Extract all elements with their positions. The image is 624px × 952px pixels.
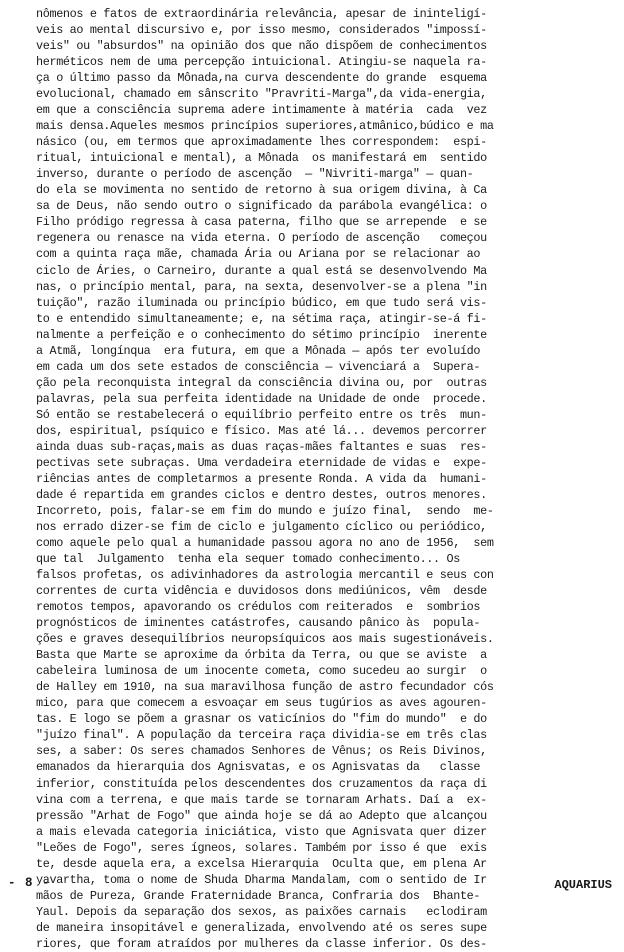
text-line: emanados da hierarquia dos Agnisvatas, e os Agnisvatas da classe xyxy=(36,760,481,775)
text-line: a mais elevada categoria iniciática, visto que Agnisvata quer dizer xyxy=(36,824,487,839)
text-line: cabeleira luminosa de um inocente cometa, como sucedeu ao surgir o xyxy=(36,664,487,679)
publication-title: AQUARIUS xyxy=(554,878,612,892)
text-line: falsos profetas, os adivinhadores da astrologia mercantil e seus con xyxy=(36,568,494,583)
text-line: Basta que Marte se aproxime da órbita da Terra, ou que se aviste a xyxy=(36,648,487,663)
text-line: ritual, intuicional e mental), a Mônada os manifestará em sentido xyxy=(36,151,487,166)
text-line: regenera ou renasce na vida eterna. O período de ascenção começou xyxy=(36,231,487,246)
text-line: mico, para que comecem a esvoaçar em seus tugúrios as aves agouren- xyxy=(36,696,487,711)
text-line: evolucional, chamado em sânscrito "Pravriti-Marga",da vida-energia, xyxy=(36,87,487,102)
text-line: nalmente a perfeição e o conhecimento do sétimo princípio inerente xyxy=(36,327,487,342)
text-line: vina com a terrena, e que mais tarde se tornaram Arhats. Daí a ex- xyxy=(36,792,487,807)
text-line: sa de Deus, não sendo outro o significado da parábola evangélica: o xyxy=(36,199,487,214)
text-line: ça o último passo da Mônada,na curva descendente do grande esquema xyxy=(36,71,487,86)
text-line: tuição", razão iluminada ou princípio búdico, em que tudo será vis- xyxy=(36,295,487,310)
page-number: - 8 - xyxy=(8,876,51,890)
text-line: com a quinta raça mãe, chamada Ária ou Ariana por se relacionar ao xyxy=(36,247,481,262)
body-text xyxy=(36,6,608,952)
text-line: que tal Julgamento tenha ela sequer tomado conhecimento... Os xyxy=(36,552,460,567)
text-line: Incorreto, pois, falar-se em fim do mundo e juízo final, sendo me- xyxy=(36,503,494,518)
text-line: ainda duas sub-raças,mais as duas raças-mães faltantes e suas res- xyxy=(36,439,487,454)
text-line: de Halley em 1910, na sua maravilhosa função de astro fecundador cós xyxy=(36,680,494,695)
text-line: te, desde aquela era, a excelsa Hierarquia Oculta que, em plena Ar xyxy=(36,856,487,871)
text-line: ses, a saber: Os seres chamados Senhores de Vênus; os Reis Divinos, xyxy=(36,744,487,759)
text-line: inferior, constituída pelos descendentes dos cruzamentos da raça di xyxy=(36,776,487,791)
text-line: "Leões de Fogo", seres ígneos, solares. Também por isso é que exis xyxy=(36,840,487,855)
text-line: palavras, pela sua perfeita identidade na Unidade de onde procede. xyxy=(36,391,487,406)
text-line: em cada um dos sete estados de consciência — vivenciará a Supera- xyxy=(36,359,481,374)
text-line: nômenos e fatos de extraordinária relevância, apesar de ininteligí- xyxy=(36,7,487,21)
text-line: veis" ou "absurdos" na opinião dos que não dispõem de conhecimentos xyxy=(36,39,487,54)
text-line: ções e graves desequilíbrios neuropsíquicos aos mais sugestionáveis. xyxy=(36,632,494,647)
text-line: "juízo final". A população da terceira raça dividia-se em três clas xyxy=(36,728,487,743)
text-line: remotos tempos, apavorando os crédulos com reiterados e sombrios xyxy=(36,600,481,615)
text-line: como aquele pelo qual a humanidade passou agora no ano de 1956, sem xyxy=(36,536,494,551)
text-line: mãos de Pureza, Grande Fraternidade Branca, Confraria dos Bhante- xyxy=(36,888,481,903)
text-line: tas. E logo se põem a grasnar os vaticínios do "fim do mundo" e do xyxy=(36,712,487,727)
text-line: de maneira insopitável e generalizada, envolvendo até os seres supe xyxy=(36,920,487,935)
text-line: nos errado dizer-se fim de ciclo e julgamento cíclico ou periódico, xyxy=(36,520,487,534)
text-line: ção pela reconquista integral da consciência divina ou, por outras xyxy=(36,375,487,390)
text-line: Yaul. Depois da separação dos sexos, as paixões carnais eclodiram xyxy=(36,904,487,919)
text-line: dos, espiritual, psíquico e físico. Mas até lá... devemos percorrer xyxy=(36,423,487,438)
text-line: dade é repartida em grandes ciclos e dentro destes, outros menores. xyxy=(36,487,487,502)
text-line: Só então se restabelecerá o equilíbrio perfeito entre os três mun- xyxy=(36,407,487,422)
text-line: herméticos nem de uma percepção intuicional. Atingiu-se naquela ra- xyxy=(36,55,487,70)
text-line: nas, o princípio mental, para, na sexta, desenvolver-se a plena "in xyxy=(36,279,487,294)
text-line: to e entendido simultaneamente; e, na sétima raça, atingir-se-á fi- xyxy=(36,311,487,326)
text-line: inverso, durante o período de ascenção — "Nivriti-marga" — quan- xyxy=(36,167,474,182)
text-line: Filho pródigo regressa à casa paterna, filho que se arrepende e se xyxy=(36,215,487,230)
text-line: ciclo de Áries, o Carneiro, durante a qual está se desenvolvendo Ma xyxy=(36,263,487,278)
text-line: riores, que foram atraídos por mulheres da classe inferior. Os des- xyxy=(36,936,487,951)
text-line: prognósticos de iminentes catástrofes, causando pânico às popula- xyxy=(36,616,481,631)
text-line: do ela se movimenta no sentido de retorno à sua origem divina, à Ca xyxy=(36,183,487,198)
text-line: a Atmã, longínqua era futura, em que a Mônada — após ter evoluído xyxy=(36,343,481,358)
text-line: riências antes de completarmos a presente Ronda. A vida da humani- xyxy=(36,471,487,486)
text-line: veis ao mental discursivo e, por isso mesmo, considerados "impossí- xyxy=(36,23,487,38)
text-line: pressão "Arhat de Fogo" que ainda hoje se dá ao Adepto que alcançou xyxy=(36,808,487,823)
text-line: mais densa.Aqueles mesmos princípios superiores,atmânico,búdico e ma xyxy=(36,119,494,134)
text-line: em que a consciência suprema adere intimamente à matéria cada vez xyxy=(36,103,487,118)
text-line: yavartha, toma o nome de Shuda Dharma Mandalam, com o sentido de Ir xyxy=(36,872,487,887)
text-line: násico (ou, em termos que aproximadamente lhes correspondem: espi- xyxy=(36,135,487,150)
text-line: pectivas sete subraças. Uma verdadeira eternidade de vidas e expe- xyxy=(36,455,487,470)
text-line: correntes de curta vidência e duvidosos dons mediúnicos, vêm desde xyxy=(36,584,487,599)
